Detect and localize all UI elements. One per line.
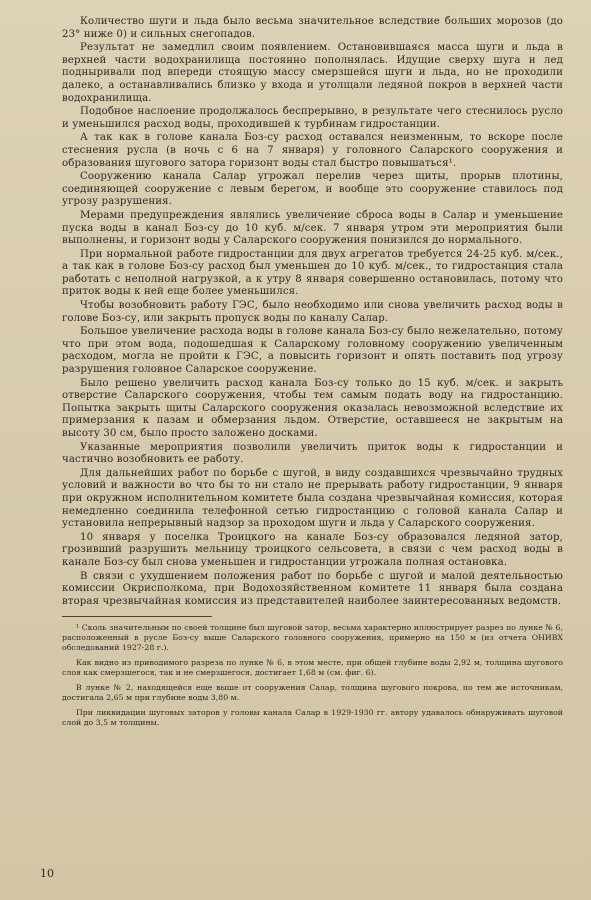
footnote: При ликвидации шуговых заторов у головы канала Салар в 1929-1930 гг. автору удавалось обнаруживать шуговой слой до 3,5 м толщины. [62,708,563,728]
footnotes [62,623,563,728]
paragraph: При нормальной работе гидростанции для двух агрегатов требуется 24-25 куб. м/сек., а так как в голове Боз-су расход был уменьшен до 10 куб. м/сек., то гидростанция стала работать с неполной нагрузкой, а к утру 8 января совершенно остановилась, потому что приток воды к ней еще более уменьшился. [62,248,563,298]
page-number: 10 [40,867,54,880]
footnote: В лунке № 2, находящейся еще выше от сооружения Салар, толщина шугового покрова, по тем же источникам, достигала 2,65 м при глубине воды 3,80 м. [62,683,563,703]
paragraph: Для дальнейших работ по борьбе с шугой, в виду создавшихся чрезвычайно трудных условий и важности во что бы то ни стало не прерывать работу гидростанции, 9 января при окружном исполнительном комитете была создана чрезвычайная комиссия, которая немедленно соединила телефонной сетью гидростанцию с головой канала Салар и установила непрерывный надзор за проходом шуги и льда у Саларского сооружения. [62,467,563,530]
footnote: ¹ Сколь значительным по своей толщине был шуговой затор, весьма характерно иллюстрирует разрез по лунке № 6, расположенный в русле Боз-су выше Саларского головного сооружения, примерно на 150 м (из отчета ОНИВХ обследований 1927-28 г.). [62,623,563,653]
main-text [62,16,563,608]
paragraph: Мерами предупреждения являлись увеличение сброса воды в Салар и уменьшение пуска воды в канал Боз-су до 10 куб. м/сек. 7 января утром эти мероприятия были выполнены, и горизонт воды у Саларского сооружения понизился до нормального. [62,209,563,247]
paragraph: Сооружению канала Салар угрожал перелив через щиты, прорыв плотины, соединяющей сооружение с левым берегом, и вообще это сооружение ставилось под угрозу разрушения. [62,171,563,208]
paragraph: Указанные мероприятия позволили увеличить приток воды к гидростанции и частично возобновить ее работу. [62,441,563,466]
paragraph: 10 января у поселка Троицкого на канале Боз-су образовался ледяной затор, грозивший разрушить мельницу троицкого сельсовета, в связи с чем расход воды в канале Боз-су был снова уменьшен и гидростанции угрожала полная остановка. [62,531,563,568]
paragraph: Было решено увеличить расход канала Боз-су только до 15 куб. м/сек. и закрыть отверстие Саларского сооружения, чтобы тем самым подать воду на гидростанцию. Попытка закрыть щиты Саларского сооружения оказалась невозможной вследствие их примерзания к пазам и обмерзания льдом. Отверстие, оставшееся не закрытым на высоту 30 см, было просто заложено досками. [62,377,563,439]
paragraph: Большое увеличение расхода воды в голове канала Боз-су было нежелательно, потому что при этом вода, подошедшая к Саларскому головному сооружению увеличенным расходом, могла не пройти к ГЭС, а повысить горизонт и опять поставить под угрозу разрушения головное Саларское сооружение. [62,326,563,376]
paragraph: Чтобы возобновить работу ГЭС, было необходимо или снова увеличить расход воды в голове Боз-су, или закрыть пропуск воды по каналу Салар. [62,300,563,324]
footnote: Как видно из приводимого разреза по лунке № 6, в этом месте, при общей глубине воды 2,92 м, толщина шугового слоя как смерзшегося, так и не смерзшегося, достигает 1,68 м (см. фиг. 6). [62,658,563,678]
paragraph: Результат не замедлил своим появлением. Остановившаяся масса шуги и льда в верхней части водохранилища постоянно пополнялась. Идущие сверху шуга и лед подныривали под впереди стоящую массу смерзшейся шуги и льда, но не проходили далеко, а останавливались близко у входа и утолщали ледяной покров в верхней части водохранилища. [62,42,563,104]
paragraph: В связи с ухудшением положения работ по борьбе с шугой и малой деятельностью комиссии Окрисполкома, при Водохозяйственном комитете 11 января была создана вторая чрезвычайная комиссия из представителей наиболее заинтересованных ведомств. [62,570,563,607]
paragraph: Количество шуги и льда было весьма значительное вследствие больших морозов (до 23° ниже 0) и сильных снегопадов. [62,16,563,40]
footnote-divider [62,616,212,617]
paragraph: Подобное наслоение продолжалось беспрерывно, в результате чего стеснилось русло и уменьшился расход воды, проходившей к турбинам гидростанции. [62,106,563,130]
paragraph: А так как в голове канала Боз-су расход оставался неизменным, то вскоре после стеснения русла (в ночь с 6 на 7 января) у головного Саларского сооружения и образования шугового затора горизонт воды стал быстро повышаться¹. [62,132,563,169]
